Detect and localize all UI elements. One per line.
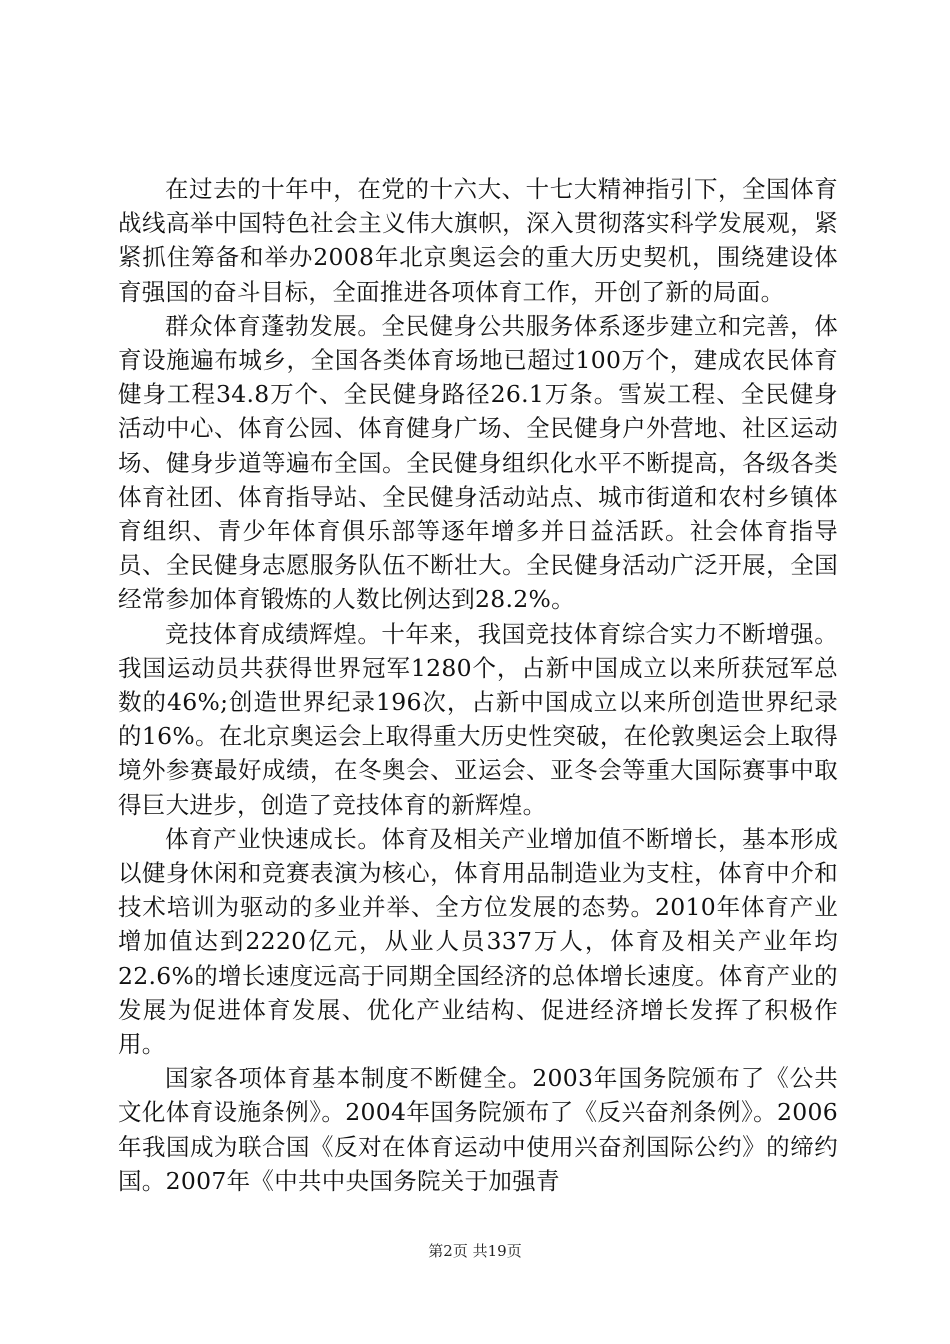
paragraph-competitive-sports: 竞技体育成绩辉煌。十年来，我国竞技体育综合实力不断增强。我国运动员共获得世界冠军1280个，占新中国成立以来所获冠军总数的46%;创造世界纪录196次，占新中国成立以来所创造世界纪录的16%。在北京奥运会上取得重大历史性突破，在伦敦奥运会上取得境外参赛最好成绩，在冬奥会、亚运会、亚冬会等重大国际赛事中取得巨大进步，创造了竞技体育的新辉煌。 (118, 619, 838, 819)
paragraph-intro: 在过去的十年中，在党的十六大、十七大精神指引下，全国体育战线高举中国特色社会主义伟大旗帜，深入贯彻落实科学发展观，紧紧抓住筹备和举办2008年北京奥运会的重大历史契机，围绕建设体育强国的奋斗目标，全面推进各项体育工作，开创了新的局面。 (118, 175, 838, 306)
paragraph-sports-industry: 体育产业快速成长。体育及相关产业增加值不断增长，基本形成以健身休闲和竞赛表演为核心，体育用品制造业为支柱，体育中介和技术培训为驱动的多业并举、全方位发展的态势。2010年体育产业增加值达到2220亿元，从业人员337万人，体育及相关产业年均22.6%的增长速度远高于同期全国经济的总体增长速度。体育产业的发展为促进体育发展、优化产业结构、促进经济增长发挥了积极作用。 (118, 824, 838, 1059)
document-body (118, 172, 838, 1198)
paragraph-mass-sports: 群众体育蓬勃发展。全民健身公共服务体系逐步建立和完善，体育设施遍布城乡，全国各类体育场地已超过100万个，建成农民体育健身工程34.8万个、全民健身路径26.1万条。雪炭工程、全民健身活动中心、体育公园、体育健身广场、全民健身户外营地、社区运动场、健身步道等遍布全国。全民健身组织化水平不断提高，各级各类体育社团、体育指导站、全民健身活动站点、城市街道和农村乡镇体育组织、青少年体育俱乐部等逐年增多并日益活跃。社会体育指导员、全民健身志愿服务队伍不断壮大。全民健身活动广泛开展，全国经常参加体育锻炼的人数比例达到28.2%。 (118, 311, 838, 614)
paragraph-sports-system: 国家各项体育基本制度不断健全。2003年国务院颁布了《公共文化体育设施条例》。2004年国务院颁布了《反兴奋剂条例》。2006年我国成为联合国《反对在体育运动中使用兴奋剂国际公约》的缔约国。2007年《中共中央国务院关于加强青 (118, 1064, 838, 1195)
page-footer: 第2页 共19页 (428, 1242, 522, 1260)
